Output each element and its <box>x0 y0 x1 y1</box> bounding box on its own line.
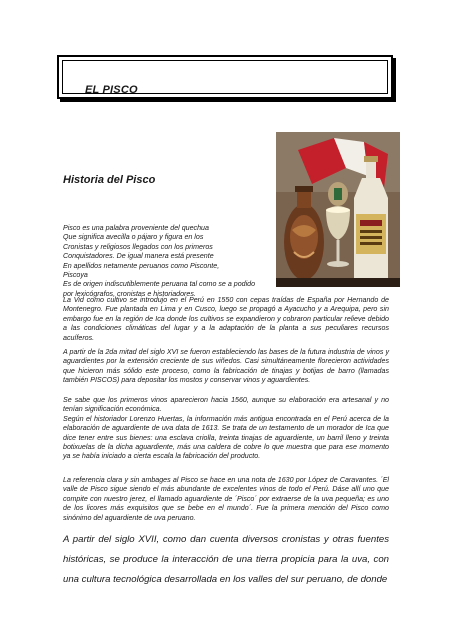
intro-line: por lexicógrafos, cronistas e historiadores. <box>63 289 196 298</box>
intro-line: Pisco es una palabra proveniente del quechua <box>63 224 209 232</box>
intro-line: Piscoya <box>63 271 88 280</box>
paragraph-siglo-xvii: A partir del siglo XVII, como dan cuenta diversos cronistas y otras fuentes históricas, se produce la interacción de una tierra propicia para la uva, con una cultura tecnológica desarrollada en los valles del sur peruano, de donde <box>63 534 389 585</box>
paragraph-referencia: La referencia clara y sin ambages al Pisco se hace en una nota de 1630 por López de Caravantes. ´El valle de Pisco sigue siendo el más abundante de excelentes vinos de todo el Perú. Dáse allí uno que compite con nuestro jerez, el llamado aguardiente de ´Pisco´ por extraerse de la uva pequeña; es uno de los licores más exquisitos que se bebe en el mundo´. Fue la primera mención del Pisco como sinónimo del aguardiente de uva peruano. <box>63 476 389 522</box>
document-title: EL PISCO <box>85 84 138 96</box>
intro-line: En apellidos netamente peruanos como Pisconte, <box>63 261 220 270</box>
intro-text-block <box>63 224 278 299</box>
paragraph-primeros-vinos-part-2: Según el historiador Lorenzo Huertas, la información más antigua encontrada en el Perú acerca de la elaboración de aguardiente de uva data de 1613. Se trata de un testamento de un morador de Ica que dice tener entre sus bienes: una esclava criolla, treinta tinajas de aguardiente, un barril lleno y treinta botixuelas de la dicha aguardiente, más una caldera de cobre lo que muestra que para ese momento ya se había iniciado a cierta escala la fabricación del producto. <box>63 414 389 461</box>
intro-line: Es de origen indiscutiblemente peruana tal como se a podido <box>63 280 256 289</box>
paragraph-primeros-vinos <box>63 396 389 462</box>
section-heading: Historia del Pisco <box>63 174 156 186</box>
paragraph-industria: A partir de la 2da mitad del siglo XVI se fueron estableciendo las bases de la futura industria de vinos y aguardientes por la extensión creciente de sus viñedos. Casi simultáneamente florecieron actividades que hicieron más sólido este proceso, como la fabricación de tinajas y botijas de barro (llamadas también PISCOS) para depositar los mostos y conservar vinos y aguardientes. <box>63 348 389 385</box>
intro-line: Conquistadores. De igual manera está presente <box>63 252 214 261</box>
pisco-photo-illustration <box>276 132 400 287</box>
intro-line: Cronistas y religiosos llegados con los primeros <box>63 242 213 251</box>
intro-line: Que significa avecilla o pájaro y figura en los <box>63 233 204 242</box>
paragraph-primeros-vinos-part-1: Se sabe que los primeros vinos aparecieron hacia 1560, aunque su elaboración era artesanal y no tenían significación económica. <box>63 396 389 414</box>
paragraph-vid: La Vid como cultivo se introdujo en el Perú en 1550 con cepas traídas de España por Hernando de Montenegro. Fue plantada en Lima y en Cusco, luego se propagó a Ayacucho y a Arequipa, pero sin embargo fue en la región de Ica donde los cultivos se expandieron y cobraron particular relieve debido a las condiciones climáticas del lugar y a la adaptación de la planta a sus peculiares recursos acuíferos. <box>63 296 389 342</box>
pisco-photo <box>276 132 400 287</box>
